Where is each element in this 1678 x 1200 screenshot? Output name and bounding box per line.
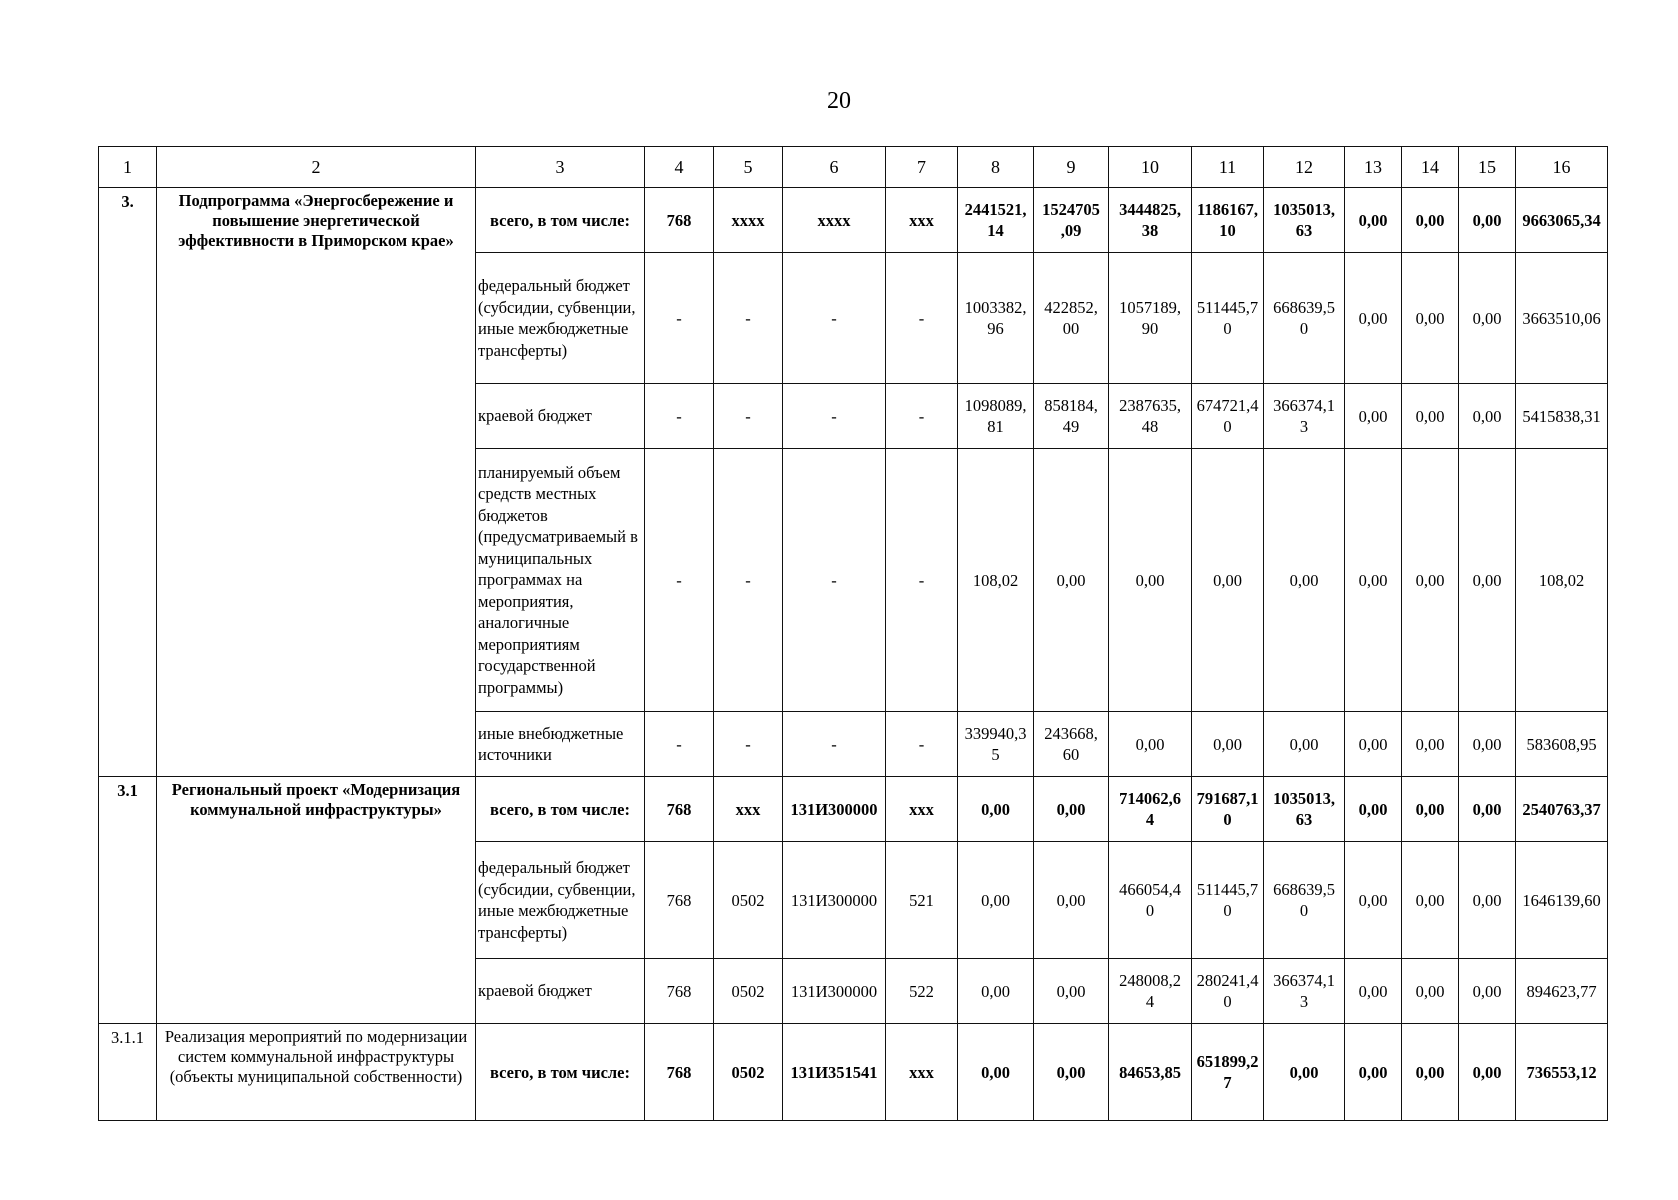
value-cell-c5: -: [714, 253, 783, 384]
section-name: Реализация мероприятий по модернизации систем коммунальной инфраструктуры (объекты муниципальной собственности): [157, 1024, 476, 1121]
funding-source: федеральный бюджет (субсидии, субвенции, иные межбюджетные трансферты): [476, 253, 645, 384]
value-cell-c11: 674721,4 0: [1192, 384, 1264, 449]
value-cell-c10: 1057189, 90: [1109, 253, 1192, 384]
value-cell-c15: 0,00: [1459, 777, 1516, 842]
value-cell-c7: ххх: [886, 777, 958, 842]
value-cell-c12: 366374,1 3: [1264, 384, 1345, 449]
value-cell-c11: 651899,2 7: [1192, 1024, 1264, 1121]
section-name: Подпрограмма «Энергосбережение и повышение энергетической эффективности в Приморском крае»: [157, 188, 476, 777]
value-cell-c15: 0,00: [1459, 842, 1516, 959]
value-cell-c13: 0,00: [1345, 188, 1402, 253]
value-cell-c9: 858184, 49: [1034, 384, 1109, 449]
value-cell-c10: 0,00: [1109, 449, 1192, 712]
section-name: Региональный проект «Модернизация коммунальной инфраструктуры»: [157, 777, 476, 1024]
funding-source: всего, в том числе:: [476, 1024, 645, 1121]
header-cell: 14: [1402, 147, 1459, 188]
value-cell-c15: 0,00: [1459, 959, 1516, 1024]
value-cell-c11: 511445,7 0: [1192, 253, 1264, 384]
header-cell: 2: [157, 147, 476, 188]
value-cell-c5: ххх: [714, 777, 783, 842]
value-cell-c7: 522: [886, 959, 958, 1024]
value-cell-c16: 1646139,60: [1516, 842, 1608, 959]
funding-source: краевой бюджет: [476, 384, 645, 449]
value-cell-c16: 108,02: [1516, 449, 1608, 712]
value-cell-c7: -: [886, 712, 958, 777]
value-cell-c14: 0,00: [1402, 959, 1459, 1024]
funding-source: всего, в том числе:: [476, 777, 645, 842]
value-cell-c4: 768: [645, 842, 714, 959]
value-cell-c8: 108,02: [958, 449, 1034, 712]
header-cell: 16: [1516, 147, 1608, 188]
value-cell-c14: 0,00: [1402, 188, 1459, 253]
funding-source: планируемый объем средств местных бюджетов (предусматриваемый в муниципальных программах на мероприятия, аналогичные мероприятиям государственной программы): [476, 449, 645, 712]
value-cell-c8: 0,00: [958, 777, 1034, 842]
value-cell-c5: 0502: [714, 1024, 783, 1121]
header-row: [99, 147, 1608, 188]
header-cell: 6: [783, 147, 886, 188]
value-cell-c12: 0,00: [1264, 449, 1345, 712]
value-cell-c4: 768: [645, 188, 714, 253]
value-cell-c8: 2441521, 14: [958, 188, 1034, 253]
value-cell-c10: 466054,4 0: [1109, 842, 1192, 959]
value-cell-c15: 0,00: [1459, 1024, 1516, 1121]
value-cell-c14: 0,00: [1402, 842, 1459, 959]
table-body: [99, 188, 1608, 1121]
value-cell-c16: 3663510,06: [1516, 253, 1608, 384]
value-cell-c11: 0,00: [1192, 449, 1264, 712]
value-cell-c12: 1035013, 63: [1264, 777, 1345, 842]
value-cell-c15: 0,00: [1459, 449, 1516, 712]
value-cell-c13: 0,00: [1345, 842, 1402, 959]
header-cell: 7: [886, 147, 958, 188]
value-cell-c4: -: [645, 712, 714, 777]
value-cell-c14: 0,00: [1402, 712, 1459, 777]
value-cell-c4: -: [645, 253, 714, 384]
value-cell-c12: 668639,5 0: [1264, 253, 1345, 384]
value-cell-c11: 0,00: [1192, 712, 1264, 777]
value-cell-c5: 0502: [714, 959, 783, 1024]
header-cell: 3: [476, 147, 645, 188]
value-cell-c10: 84653,85: [1109, 1024, 1192, 1121]
value-cell-c12: 366374,1 3: [1264, 959, 1345, 1024]
table-row: [99, 188, 1608, 253]
value-cell-c14: 0,00: [1402, 777, 1459, 842]
funding-source: иные внебюджетные источники: [476, 712, 645, 777]
value-cell-c11: 1186167, 10: [1192, 188, 1264, 253]
value-cell-c9: 0,00: [1034, 1024, 1109, 1121]
value-cell-c8: 1098089, 81: [958, 384, 1034, 449]
value-cell-c12: 1035013, 63: [1264, 188, 1345, 253]
header-cell: 1: [99, 147, 157, 188]
value-cell-c6: -: [783, 384, 886, 449]
value-cell-c10: 2387635, 48: [1109, 384, 1192, 449]
value-cell-c7: -: [886, 253, 958, 384]
funding-source: всего, в том числе:: [476, 188, 645, 253]
value-cell-c16: 736553,12: [1516, 1024, 1608, 1121]
value-cell-c13: 0,00: [1345, 777, 1402, 842]
value-cell-c9: 1524705 ,09: [1034, 188, 1109, 253]
table-row: [99, 777, 1608, 842]
header-cell: 12: [1264, 147, 1345, 188]
value-cell-c10: 248008,2 4: [1109, 959, 1192, 1024]
value-cell-c13: 0,00: [1345, 384, 1402, 449]
value-cell-c7: -: [886, 384, 958, 449]
value-cell-c10: 0,00: [1109, 712, 1192, 777]
value-cell-c13: 0,00: [1345, 959, 1402, 1024]
value-cell-c6: 131И351541: [783, 1024, 886, 1121]
value-cell-c14: 0,00: [1402, 384, 1459, 449]
value-cell-c4: 768: [645, 777, 714, 842]
value-cell-c10: 3444825, 38: [1109, 188, 1192, 253]
value-cell-c5: 0502: [714, 842, 783, 959]
value-cell-c9: 0,00: [1034, 777, 1109, 842]
value-cell-c7: -: [886, 449, 958, 712]
value-cell-c5: -: [714, 449, 783, 712]
value-cell-c4: 768: [645, 1024, 714, 1121]
value-cell-c12: 0,00: [1264, 712, 1345, 777]
value-cell-c11: 280241,4 0: [1192, 959, 1264, 1024]
value-cell-c6: -: [783, 712, 886, 777]
value-cell-c11: 791687,1 0: [1192, 777, 1264, 842]
value-cell-c5: -: [714, 384, 783, 449]
value-cell-c14: 0,00: [1402, 449, 1459, 712]
value-cell-c14: 0,00: [1402, 253, 1459, 384]
value-cell-c15: 0,00: [1459, 253, 1516, 384]
section-number: 3.: [99, 188, 157, 777]
value-cell-c4: -: [645, 384, 714, 449]
section-number: 3.1.1: [99, 1024, 157, 1121]
value-cell-c8: 339940,3 5: [958, 712, 1034, 777]
value-cell-c11: 511445,7 0: [1192, 842, 1264, 959]
value-cell-c14: 0,00: [1402, 1024, 1459, 1121]
value-cell-c9: 0,00: [1034, 842, 1109, 959]
funding-source: краевой бюджет: [476, 959, 645, 1024]
header-cell: 9: [1034, 147, 1109, 188]
header-cell: 15: [1459, 147, 1516, 188]
value-cell-c4: -: [645, 449, 714, 712]
value-cell-c8: 0,00: [958, 842, 1034, 959]
value-cell-c13: 0,00: [1345, 1024, 1402, 1121]
value-cell-c8: 1003382, 96: [958, 253, 1034, 384]
value-cell-c16: 583608,95: [1516, 712, 1608, 777]
value-cell-c16: 2540763,37: [1516, 777, 1608, 842]
header-cell: 11: [1192, 147, 1264, 188]
section-number: 3.1: [99, 777, 157, 1024]
value-cell-c6: -: [783, 449, 886, 712]
header-cell: 5: [714, 147, 783, 188]
value-cell-c16: 5415838,31: [1516, 384, 1608, 449]
value-cell-c6: 131И300000: [783, 959, 886, 1024]
value-cell-c9: 0,00: [1034, 449, 1109, 712]
value-cell-c8: 0,00: [958, 1024, 1034, 1121]
value-cell-c16: 894623,77: [1516, 959, 1608, 1024]
funding-source: федеральный бюджет (субсидии, субвенции, иные межбюджетные трансферты): [476, 842, 645, 959]
value-cell-c5: -: [714, 712, 783, 777]
value-cell-c7: ххх: [886, 1024, 958, 1121]
value-cell-c15: 0,00: [1459, 188, 1516, 253]
value-cell-c15: 0,00: [1459, 712, 1516, 777]
value-cell-c7: 521: [886, 842, 958, 959]
header-cell: 4: [645, 147, 714, 188]
value-cell-c13: 0,00: [1345, 253, 1402, 384]
header-cell: 13: [1345, 147, 1402, 188]
value-cell-c8: 0,00: [958, 959, 1034, 1024]
value-cell-c15: 0,00: [1459, 384, 1516, 449]
table-row: [99, 1024, 1608, 1121]
value-cell-c6: 131И300000: [783, 777, 886, 842]
value-cell-c12: 668639,5 0: [1264, 842, 1345, 959]
value-cell-c6: 131И300000: [783, 842, 886, 959]
value-cell-c9: 243668, 60: [1034, 712, 1109, 777]
value-cell-c6: хххх: [783, 188, 886, 253]
value-cell-c13: 0,00: [1345, 712, 1402, 777]
value-cell-c13: 0,00: [1345, 449, 1402, 712]
header-cell: 8: [958, 147, 1034, 188]
value-cell-c5: хххх: [714, 188, 783, 253]
value-cell-c9: 422852, 00: [1034, 253, 1109, 384]
header-cell: 10: [1109, 147, 1192, 188]
value-cell-c6: -: [783, 253, 886, 384]
value-cell-c12: 0,00: [1264, 1024, 1345, 1121]
page-number: 20: [827, 88, 851, 114]
value-cell-c4: 768: [645, 959, 714, 1024]
budget-table: [98, 146, 1608, 1121]
value-cell-c16: 9663065,34: [1516, 188, 1608, 253]
value-cell-c10: 714062,6 4: [1109, 777, 1192, 842]
value-cell-c7: ххх: [886, 188, 958, 253]
value-cell-c9: 0,00: [1034, 959, 1109, 1024]
